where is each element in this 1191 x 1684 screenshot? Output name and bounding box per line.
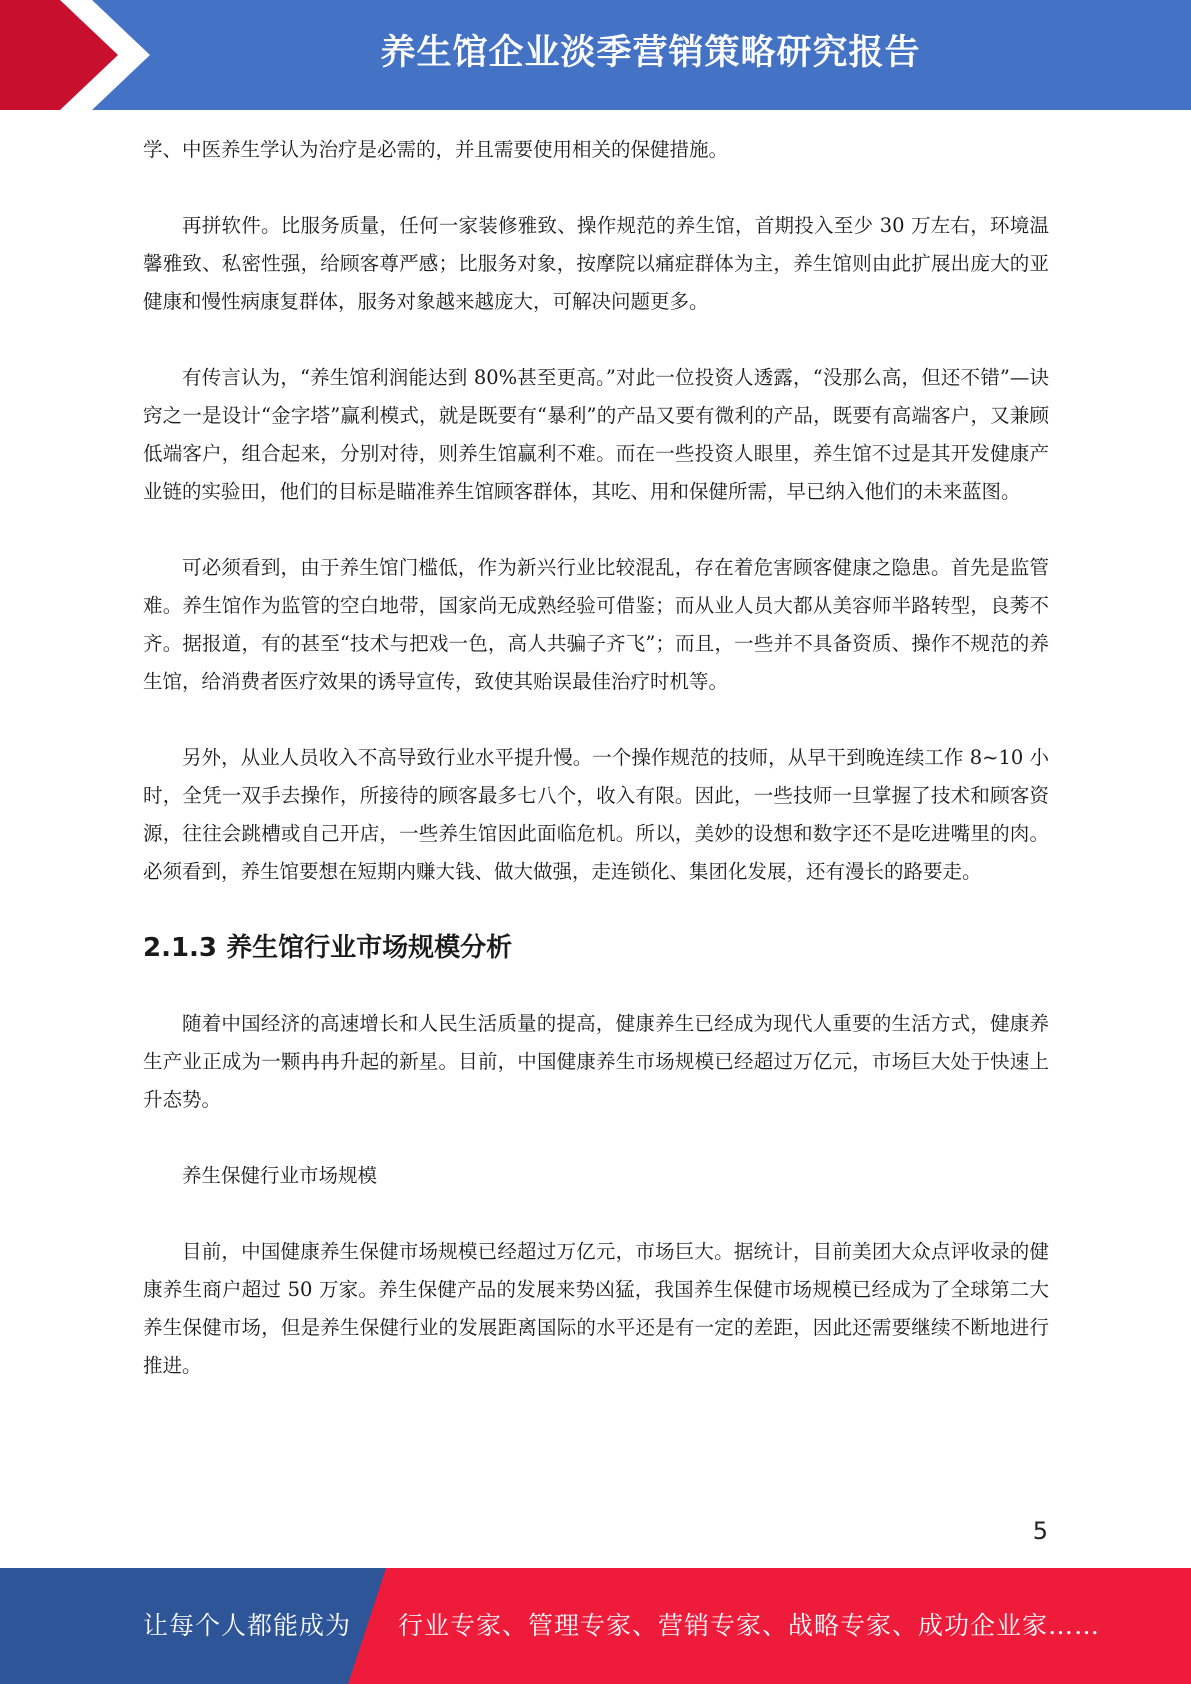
footer-slogan-left: 让每个人都能成为 <box>143 1611 352 1640</box>
paragraph-software: 再拼软件。比服务质量，任何一家装修雅致、操作规范的养生馆，首期投入至少 30 万左右，环境温馨雅致、私密性强，给顾客尊严感；比服务对象，按摩院以痛症群体为主，养生馆则由此扩展出庞大的亚健康和慢性病康复群体，服务对象越来越庞大，可解决问题更多。 <box>143 214 1049 313</box>
paragraph-market-scale: 目前，中国健康养生保健市场规模已经超过万亿元，市场巨大。据统计，目前美团大众点评收录的健康养生商户超过 50 万家。养生保健产品的发展来势凶猛，我国养生保健市场规模已经成为了全球第二大养生保健市场，但是养生保健行业的发展距离国际的水平还是有一定的差距，因此还需要继续不断地进行推进。 <box>143 1240 1049 1377</box>
footer-slogan-right: 行业专家、管理专家、营销专家、战略专家、成功企业家…… <box>398 1611 1101 1640</box>
subheading-market-scale: 养生保健行业市场规模 <box>182 1164 378 1187</box>
page-number: 5 <box>1032 1517 1048 1545</box>
page-footer <box>0 1568 1191 1684</box>
document-body <box>143 131 1049 1423</box>
paragraph-profit: 有传言认为，“养生馆利润能达到 80%甚至更高。”对此一位投资人透露，“没那么高，但还不错”—诀窍之一是设计“金字塔”赢利模式，就是既要有“暴利”的产品又要有微利的产品，既要有高端客户，又兼顾低端客户，组合起来，分别对待，则养生馆赢利不难。而在一些投资人眼里，养生馆不过是其开发健康产业链的实验田，他们的目标是瞄准养生馆顾客群体，其吃、用和保健所需，早已纳入他们的未来蓝图。 <box>143 366 1049 503</box>
section-heading: 2.1.3 养生馆行业市场规模分析 <box>143 933 513 963</box>
header-arrow-icon <box>0 0 150 110</box>
paragraph-risks: 可必须看到，由于养生馆门槛低，作为新兴行业比较混乱，存在着危害顾客健康之隐患。首先是监管难。养生馆作为监管的空白地带，国家尚无成熟经验可借鉴；而从业人员大都从美容师半路转型，良莠不齐。据报道，有的甚至“技术与把戏一色，高人共骗子齐飞”；而且，一些并不具备资质、操作不规范的养生馆，给消费者医疗效果的诱导宣传，致使其贻误最佳治疗时机等。 <box>143 556 1049 693</box>
page-header <box>0 0 1191 110</box>
paragraph-market-overview: 随着中国经济的高速增长和人民生活质量的提高，健康养生已经成为现代人重要的生活方式，健康养生产业正成为一颗冉冉升起的新星。目前，中国健康养生市场规模已经超过万亿元，市场巨大处于快速上升态势。 <box>143 1012 1049 1111</box>
report-title: 养生馆企业淡季营销策略研究报告 <box>380 33 921 73</box>
paragraph-continuation: 学、中医养生学认为治疗是必需的，并且需要使用相关的保健措施。 <box>143 138 729 161</box>
paragraph-income: 另外，从业人员收入不高导致行业水平提升慢。一个操作规范的技师，从早干到晚连续工作 8~10 小时，全凭一双手去操作，所接待的顾客最多七八个，收入有限。因此，一些技师一旦掌握了技术和顾客资源，往往会跳槽或自己开店，一些养生馆因此面临危机。所以，美妙的设想和数字还不是吃进嘴里的肉。必须看到，养生馆要想在短期内赚大钱、做大做强，走连锁化、集团化发展，还有漫长的路要走。 <box>143 746 1049 883</box>
